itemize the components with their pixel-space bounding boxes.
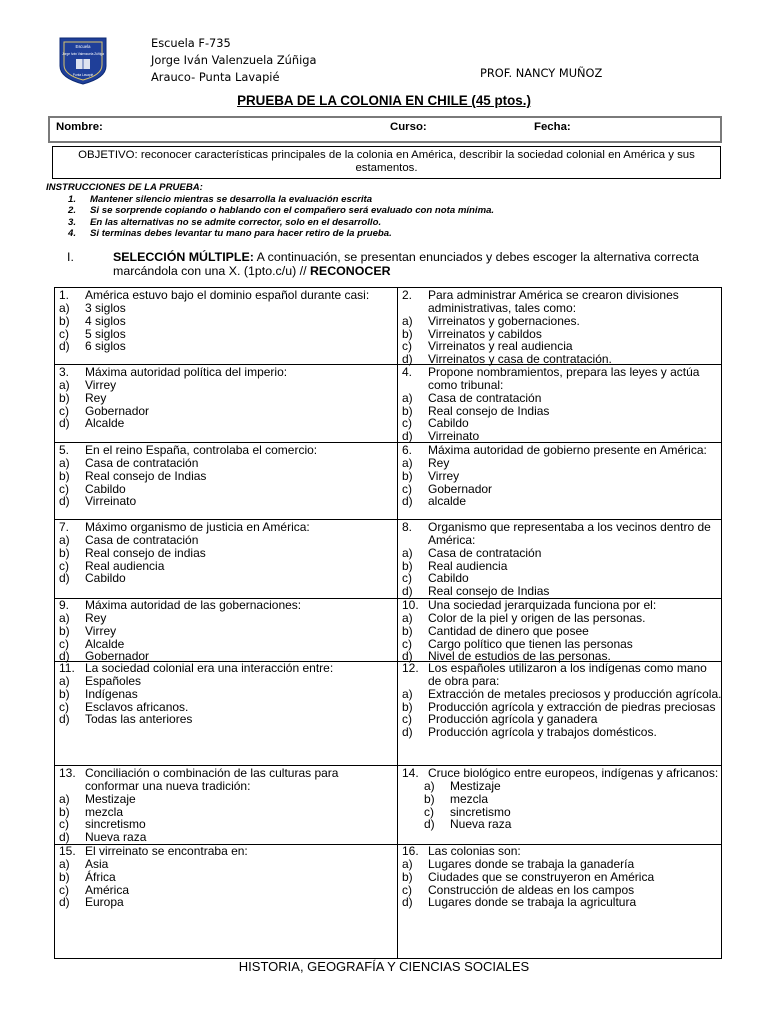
option[interactable]: b) Virrey bbox=[402, 468, 460, 483]
option[interactable]: d) Producción agrícola y trabajos domésticos. bbox=[402, 725, 657, 740]
option[interactable]: c) sincretismo bbox=[424, 804, 511, 819]
teacher-name: PROF. NANCY MUÑOZ bbox=[480, 66, 603, 80]
question-7: 7. Máximo organismo de justicia en América: a) Casa de contratación b) Real consejo de indias c) Real audiencia d) Cabildo bbox=[55, 521, 395, 585]
instruction-item: 2. Si se sorprende copiando o hablando con el compañero será evaluado con nota mínima. bbox=[68, 205, 495, 216]
objective-box: OBJETIVO: reconocer características principales de la colonia en América, describir la sociedad colonial en América y sus estamentos. bbox=[52, 146, 721, 179]
option[interactable]: c) Virreinatos y real audiencia bbox=[402, 339, 573, 354]
question-2: 2. Para administrar América se crearon divisiones administrativas, tales como: a) Virreinatos y gobernaciones. b) Virreinatos y cabildos c) Virreinatos y real audiencia d) Virreinatos y casa de contratación. bbox=[398, 289, 722, 366]
crest-text-top: Escuela bbox=[75, 44, 91, 49]
option[interactable]: d) Todas las anteriores bbox=[59, 712, 193, 727]
option[interactable]: b) Indígenas bbox=[59, 686, 138, 701]
option[interactable]: c) Construcción de aldeas en los campos bbox=[402, 882, 635, 897]
option[interactable]: b) Ciudades que se construyeron en América bbox=[402, 869, 655, 884]
option[interactable]: d) 6 siglos bbox=[59, 339, 126, 354]
section-label: SELECCIÓN MÚLTIPLE: bbox=[113, 250, 254, 264]
option[interactable]: b) Real consejo de indias bbox=[59, 545, 206, 560]
name-label: Nombre: bbox=[56, 121, 103, 133]
option[interactable]: d) Lugares donde se trabaja la agricultura bbox=[402, 895, 637, 910]
option[interactable]: a) Virrey bbox=[59, 377, 117, 392]
option[interactable]: a) 3 siglos bbox=[59, 300, 126, 315]
question-15: 15. El virreinato se encontraba en: a) Asia b) África c) América d) Europa bbox=[55, 845, 395, 909]
question-13: 13. Conciliación o combinación de las culturas para conformar una nueva tradición: a) Mestizaje b) mezcla c) sincretismo d) Nueva raza bbox=[55, 767, 395, 844]
option[interactable]: b) Producción agrícola y extracción de piedras preciosas bbox=[402, 699, 716, 714]
option[interactable]: d) Nivel de estudios de las personas. bbox=[402, 649, 611, 664]
option[interactable]: d) alcalde bbox=[402, 494, 467, 509]
question-6: 6. Máxima autoridad de gobierno presente en América: a) Rey b) Virrey c) Gobernador d) alcalde bbox=[398, 444, 722, 508]
option[interactable]: a) Casa de contratación bbox=[402, 545, 542, 560]
crest-text-bottom: Punta Lavapié bbox=[72, 73, 94, 77]
option[interactable]: a) Asia bbox=[59, 856, 109, 871]
option[interactable]: b) Real consejo de Indias bbox=[402, 403, 550, 418]
question-16: 16. Las colonias son: a) Lugares donde se trabaja la ganadería b) Ciudades que se construyeron en América c) Construcción de aldeas en los campos d) Lugares donde se trabaja la agricultura bbox=[398, 845, 722, 909]
option[interactable]: c) Gobernador bbox=[59, 403, 150, 418]
instructions bbox=[46, 182, 494, 240]
option[interactable]: c) Esclavos africanos. bbox=[59, 699, 189, 714]
option[interactable]: d) Gobernador bbox=[59, 649, 150, 664]
instruction-item: 1. Mantener silencio mientras se desarrolla la evaluación escrita bbox=[68, 193, 373, 205]
option[interactable]: d) Virreinato bbox=[402, 429, 480, 444]
question-11: 11. La sociedad colonial era una interacción entre: a) Españoles b) Indígenas c) Esclavos africanos. d) Todas las anteriores bbox=[55, 662, 395, 726]
option[interactable]: a) Rey bbox=[59, 610, 107, 625]
option[interactable]: d) Nueva raza bbox=[424, 817, 512, 832]
student-info-box bbox=[48, 116, 722, 143]
option[interactable]: d) Virreinatos y casa de contratación. bbox=[402, 352, 612, 367]
crest-text-mid: Jorge Iván Valenzuela Zúñiga bbox=[62, 52, 104, 56]
question-9: 9. Máxima autoridad de las gobernaciones: a) Rey b) Virrey c) Alcalde d) Gobernador bbox=[55, 599, 395, 663]
option[interactable]: b) África bbox=[59, 869, 116, 884]
option[interactable]: a) Extracción de metales preciosos y producción agrícola. bbox=[402, 686, 722, 701]
option[interactable]: d) Real consejo de Indias bbox=[402, 584, 550, 599]
option[interactable]: b) Real consejo de Indias bbox=[59, 468, 207, 483]
option[interactable]: d) Cabildo bbox=[59, 571, 126, 586]
school-info bbox=[151, 35, 316, 86]
section-number: I. bbox=[67, 250, 74, 264]
option[interactable]: a) Lugares donde se trabaja la ganadería bbox=[402, 856, 635, 871]
school-patron: Jorge Iván Valenzuela Zúñiga bbox=[151, 53, 317, 67]
question-4: 4. Propone nombramientos, prepara las leyes y actúa como tribunal: a) Casa de contratación b) Real consejo de Indias c) Cabildo d) Virreinato bbox=[398, 366, 722, 443]
option[interactable]: a) Mestizaje bbox=[424, 778, 501, 793]
page-footer: HISTORIA, GEOGRAFÍA Y CIENCIAS SOCIALES bbox=[238, 959, 530, 974]
option[interactable]: c) Gobernador bbox=[402, 481, 493, 496]
option[interactable]: d) Nueva raza bbox=[59, 830, 147, 845]
question-5: 5. En el reino España, controlaba el comercio: a) Casa de contratación b) Real consejo de Indias c) Cabildo d) Virreinato bbox=[55, 444, 395, 508]
option[interactable]: c) Alcalde bbox=[59, 636, 125, 651]
section-text: A continuación, se presentan enunciados y debes escoger la alternativa correcta marcándola con una X. (1pto.c/u) // bbox=[113, 250, 699, 278]
school-location: Arauco- Punta Lavapié bbox=[151, 70, 280, 84]
option[interactable]: c) Cabildo bbox=[402, 571, 469, 586]
school-crest-icon bbox=[57, 36, 109, 86]
option[interactable]: d) Virreinato bbox=[59, 494, 137, 509]
option[interactable]: a) Casa de contratación bbox=[402, 390, 542, 405]
option[interactable]: b) Virreinatos y cabildos bbox=[402, 326, 542, 341]
questions-table bbox=[54, 287, 722, 959]
option[interactable]: b) Rey bbox=[59, 390, 107, 405]
option[interactable]: a) Casa de contratación bbox=[59, 455, 199, 470]
option[interactable]: c) 5 siglos bbox=[59, 326, 126, 341]
section-skill: RECONOCER bbox=[309, 264, 391, 278]
option[interactable]: c) Cargo político que tienen las personas bbox=[402, 636, 633, 651]
question-1: 1. América estuvo bajo el dominio español durante casi: a) 3 siglos b) 4 siglos c) 5 siglos d) 6 siglos bbox=[55, 289, 395, 353]
question-14: 14. Cruce biológico entre europeos, indígenas y africanos: a) Mestizaje b) mezcla c) sincretismo d) Nueva raza bbox=[398, 767, 722, 831]
instruction-item: 3. En las alternativas no se admite corrector, solo en el desarrollo. bbox=[68, 216, 382, 228]
option[interactable]: c) sincretismo bbox=[59, 817, 146, 832]
instructions-heading: INSTRUCCIONES DE LA PRUEBA: bbox=[46, 182, 203, 193]
option[interactable]: d) Europa bbox=[59, 895, 124, 910]
option[interactable]: b) Real audiencia bbox=[402, 558, 508, 573]
question-10: 10. Una sociedad jerarquizada funciona por el: a) Color de la piel y origen de las personas. b) Cantidad de dinero que posee c) Cargo político que tienen las personas d) Nivel de estudios de las personas. bbox=[398, 599, 722, 663]
option[interactable]: a) Mestizaje bbox=[59, 791, 136, 806]
option[interactable]: c) Real audiencia bbox=[59, 558, 165, 573]
option[interactable]: b) mezcla bbox=[59, 804, 124, 819]
school-name: Escuela F-735 bbox=[151, 36, 231, 50]
option[interactable]: c) Cabildo bbox=[402, 416, 469, 431]
option[interactable]: a) Casa de contratación bbox=[59, 532, 199, 547]
option[interactable]: a) Color de la piel y origen de las personas. bbox=[402, 610, 646, 625]
option[interactable]: c) Cabildo bbox=[59, 481, 126, 496]
option[interactable]: b) Virrey bbox=[59, 623, 117, 638]
question-3: 3. Máxima autoridad política del imperio: a) Virrey b) Rey c) Gobernador d) Alcalde bbox=[55, 366, 395, 430]
option[interactable]: b) 4 siglos bbox=[59, 313, 126, 328]
question-8: 8. Organismo que representaba a los vecinos dentro de América: a) Casa de contratación b) Real audiencia c) Cabildo d) Real consejo de Indias bbox=[398, 521, 722, 598]
instruction-item: 4. Si terminas debes levantar tu mano para hacer retiro de la prueba. bbox=[68, 228, 392, 239]
course-label: Curso: bbox=[390, 121, 427, 133]
option[interactable]: d) Alcalde bbox=[59, 416, 125, 431]
option[interactable]: c) Producción agrícola y ganadera bbox=[402, 712, 598, 727]
question-12: 12. Los españoles utilizaron a los indígenas como mano de obra para: a) Extracción de metales preciosos y producción agrícola. b) Producción agrícola y extracción de piedras preciosas c) Producción agrícola y ganadera d) Producción agrícola y trabajos domésticos. bbox=[398, 662, 722, 739]
option[interactable]: b) mezcla bbox=[424, 791, 489, 806]
date-label: Fecha: bbox=[534, 121, 571, 133]
option[interactable]: c) América bbox=[59, 882, 130, 897]
option[interactable]: a) Españoles bbox=[59, 673, 142, 688]
page-title: PRUEBA DE LA COLONIA EN CHILE (45 ptos.) bbox=[237, 93, 531, 108]
option[interactable]: a) Virreinatos y gobernaciones. bbox=[402, 313, 580, 328]
option[interactable]: b) Cantidad de dinero que posee bbox=[402, 623, 589, 638]
option[interactable]: a) Rey bbox=[402, 455, 450, 470]
